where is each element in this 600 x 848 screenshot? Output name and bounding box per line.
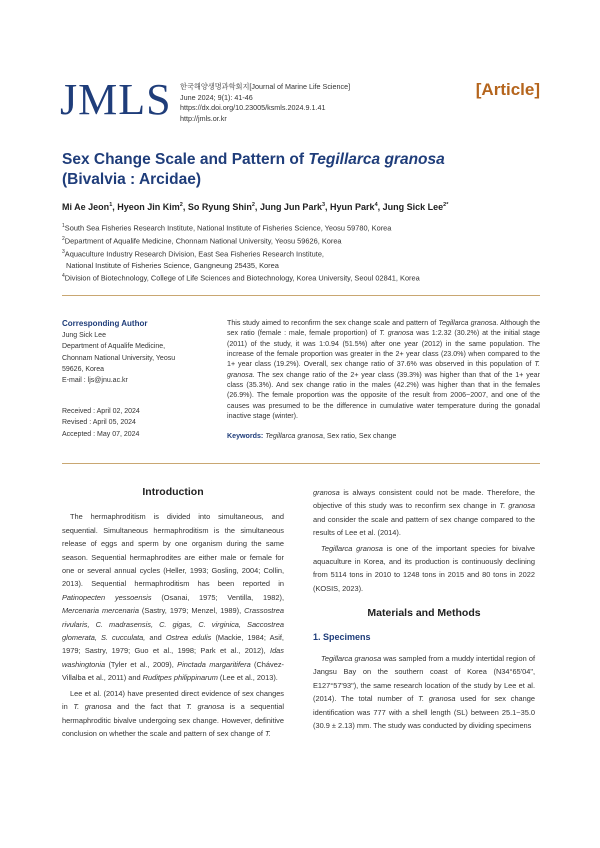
journal-header	[60, 75, 540, 128]
author-affil-mark: 2	[251, 202, 255, 208]
paragraph: Lee et al. (2014) have presented direct evidence of sex changes in T. granosa and the fact that T. granosa is a sequential hermaphroditic bivalve undergoing sex change. However, definitive conclusion on whether the scale and pattern of sex change of T.	[62, 688, 285, 738]
section-heading-introduction: Introduction	[142, 486, 204, 498]
title-species: Tegillarca granosa	[308, 151, 445, 168]
abstract: This study aimed to reconfirm the sex change scale and pattern of Tegillarca granosa. Although the sex ratio (female : male, female proportion) of T. granosa was 1:2.32 (30.2%) at the initial stage (2011) of the study, it was 1:0.94 (51.5%) after one year (2012) in the same population. The increase of the female proportion was greater in the 2+ year class (23.0%) when compared to the 1+ year class (19.2%). Overall, sex change ratio of 37.6% was observed in this population of T. granosa. The sex change ratio of the 2+ year class (39.3%) was higher than that of the 1+ year class (35.3%). And sex change ratio in the males (42.2%) was higher than that in the females (26.9%). The female proportion was the opposite of the result from 2006~2007, and one of the causes was presumed to be the difference in cumulative water temperature during the gonadal inactive stage (winter).	[227, 319, 540, 421]
journal-info	[180, 82, 350, 124]
corr-email[interactable]: E-mail : ljs@jnu.ac.kr	[62, 377, 128, 385]
keywords-label: Keywords:	[227, 432, 264, 440]
paper-title	[62, 150, 542, 190]
article-type-label: [Article]	[475, 80, 540, 99]
corr-dept: Department of Aqualife Medicine,	[62, 343, 166, 351]
affiliation-3-cont: National Institute of Fisheries Science, Gangneung 25435, Korea	[66, 260, 279, 270]
author-affil-mark: 4	[374, 202, 378, 208]
author-affil-mark: 2*	[443, 202, 449, 208]
author: Jung Jun Park	[259, 202, 322, 212]
keywords: Keywords: Tegillarca granosa, Sex ratio, Sex change	[227, 432, 397, 440]
author: So Ryung Shin	[187, 202, 252, 212]
revised-date: Revised : April 05, 2024	[62, 419, 136, 427]
section-heading-methods: Materials and Methods	[367, 607, 481, 620]
received-date: Received : April 02, 2024	[62, 408, 140, 415]
doi-link[interactable]: https://dx.doi.org/10.23005/ksmls.2024.9.1.41	[180, 103, 326, 112]
paragraph: granosa is always consistent could not be made. Therefore, the objective of this study was to reconfirm sex change in T. granosa and consider the scale and pattern of sex change compared to the results of Lee et al. (2014).	[313, 488, 535, 538]
author-affil-mark: 1	[109, 202, 113, 208]
journal-name: 한국해양생명과학회지[Journal of Marine Life Science]	[180, 82, 351, 91]
body-column-right	[313, 486, 535, 735]
title-text-2: (Bivalvia : Arcidae)	[62, 171, 201, 188]
divider	[62, 463, 540, 464]
corresponding-author	[62, 318, 222, 386]
paragraph: The hermaphroditism is divided into simultaneous, and sequential. Simultaneous hermaphroditism is the simultaneous release of eggs and sperm by one organism during the same season. Sequential hermaphrodites are either male or female for one or several annual cycles (Heller, 1993; Gosling, 2004; Collin, 2013). Sequential hermaphroditism has been reported in Patinopecten yessoensis (Osanai, 1975; Ventilla, 1982), Mercenaria mercenaria (Sastry, 1979; Menzel, 1989), Crassostrea rivularis, C. madrasensis, C. gigas, C. virginica, Saccostrea glomerata, S. cucculata, and Ostrea edulis (Mackie, 1984; Asif, 1979; Sastry, 1979; Guo et al., 1998; Park et al., 2012), Idas washingtonia (Tyler et al., 2009), Pinctada margaritifera (Chávez-Villalba et al., 2011) and Ruditpes philippinarum (Lee et al., 2013).	[62, 512, 284, 683]
accepted-date: Accepted : May 07, 2024	[62, 430, 140, 438]
author-affil-mark: 3	[321, 202, 326, 208]
divider	[62, 295, 540, 296]
author: Mi Ae Jeon	[62, 202, 110, 212]
author-list: Mi Ae Jeon$^1$, Hyeon Jin Kim$^2$, So Ryung Shin$^2$, Jung Jun Park$^3$, Hyun Park$^4$, Jung Sick Lee$^{2*}$	[62, 202, 449, 212]
affiliation-2: $^2$Department of Aqualife Medicine, Chonnam National University, Yeosu 59626, Korea	[62, 235, 342, 246]
body-column-left	[62, 486, 285, 742]
journal-url[interactable]: http://jmls.or.kr	[180, 113, 227, 123]
corr-post: 59626, Korea	[62, 365, 105, 373]
corresponding-heading: Corresponding Author	[62, 319, 148, 328]
journal-logo: JMLS	[60, 75, 172, 124]
title-text: Sex Change Scale and Pattern of	[62, 151, 309, 168]
subsection-heading-specimens: 1. Specimens	[313, 631, 371, 642]
paragraph: Tegillarca granosa was sampled from a muddy intertidal region of Jangsu Bay on the southern coast of Korea (N34°65'04", E127°57'93"), the same research location of the study by Lee et al. (2014). The total number of T. granosa used for sex change identification was 777 with a shell length (SL) between 25.1~35.0 (30.9 ± 2.13) mm. The study was conducted by dividing specimens	[313, 654, 535, 731]
affiliation-4: $^4$Division of Biotechnology, College of Life Sciences and Biotechnology, Korea University, Seoul 02841, Korea	[62, 273, 420, 283]
author-affil-mark: 2	[179, 202, 183, 208]
journal-issue: June 2024; 9(1): 41-46	[180, 92, 253, 102]
corr-name: Jung Sick Lee	[62, 332, 106, 340]
corr-univ: Chonnam National University, Yeosu	[62, 354, 176, 362]
affiliation-list	[62, 221, 542, 284]
author: Hyeon Jin Kim	[117, 202, 180, 212]
affiliation-1: $^1$South Sea Fisheries Research Institute, National Institute of Fisheries Science, Yeosu 59780, Korea	[62, 223, 392, 233]
author: Hyun Park	[330, 202, 375, 212]
paragraph: Tegillarca granosa is one of the important species for bivalve aquaculture in Korea, and its production is continuously declining from 5114 tons in 2010 to 1248 tons in 2015 and 80 tons in 2022 (KOSIS, 2023).	[313, 543, 536, 593]
manuscript-dates	[62, 406, 222, 440]
affiliation-3: $^3$Aquaculture Industry Research Division, East Sea Fisheries Research Institute,	[62, 248, 324, 259]
author: Jung Sick Lee	[382, 202, 444, 212]
